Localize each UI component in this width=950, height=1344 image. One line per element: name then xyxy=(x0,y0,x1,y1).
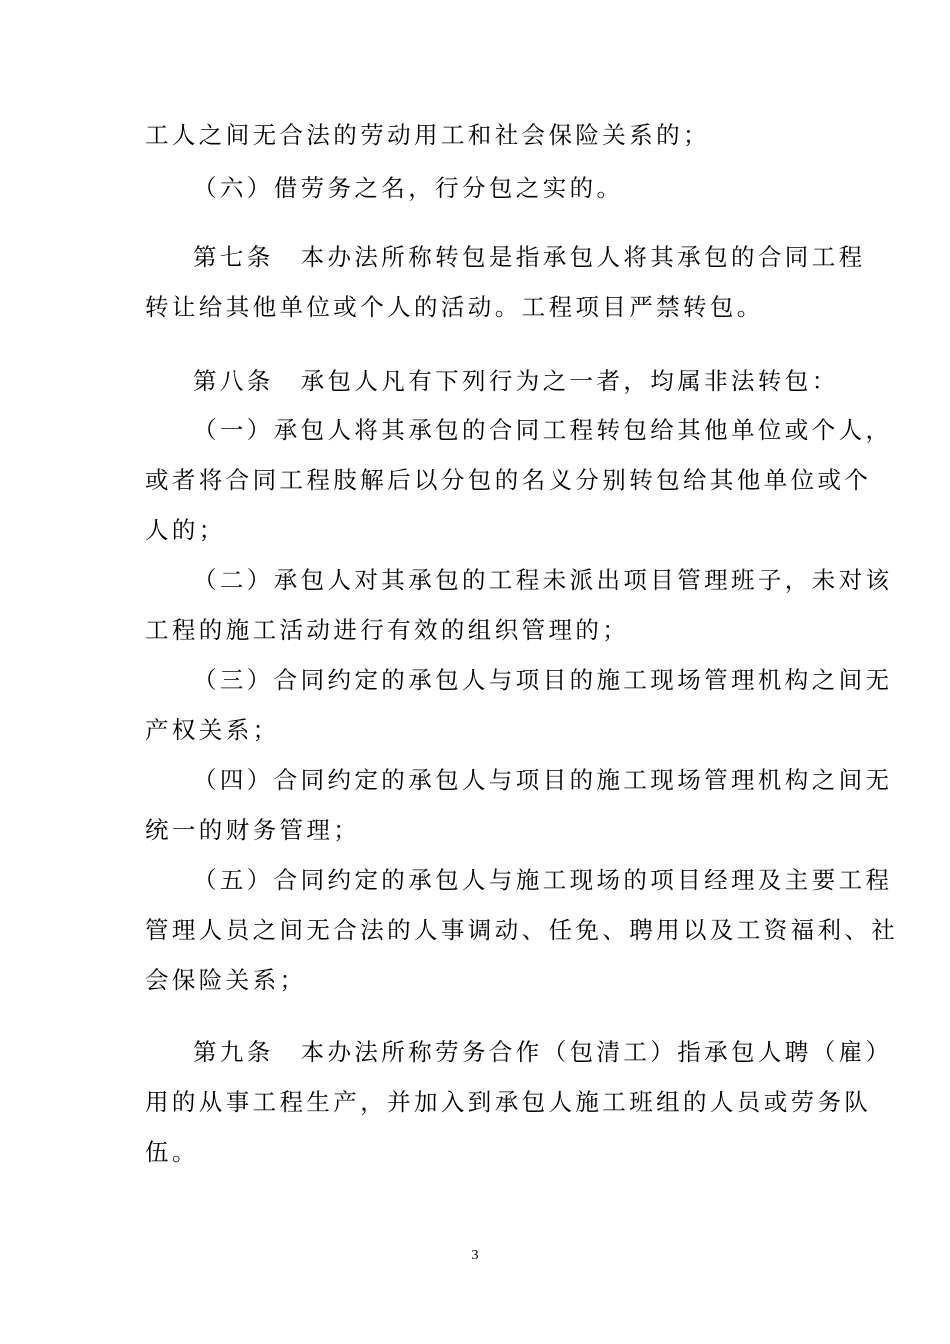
text-line: （二）承包人对其承包的工程未派出项目管理班子，未对该 xyxy=(193,566,893,594)
text-line: 会保险关系； xyxy=(145,966,307,994)
text-line: （四）合同约定的承包人与项目的施工现场管理机构之间无 xyxy=(193,766,893,794)
text-line: 管理人员之间无合法的人事调动、任免、聘用以及工资福利、社 xyxy=(145,916,899,944)
text-line: （三）合同约定的承包人与项目的施工现场管理机构之间无 xyxy=(193,666,893,694)
text-line: 产权关系； xyxy=(145,716,280,744)
text-line: 工程的施工活动进行有效的组织管理的； xyxy=(145,616,630,644)
article-8-line: 第八条 承包人凡有下列行为之一者，均属非法转包： xyxy=(193,367,839,395)
text-line: 或者将合同工程肢解后以分包的名义分别转包给其他单位或个 xyxy=(145,466,872,494)
text-line: 人的； xyxy=(145,516,226,544)
article-9-line: 第九条 本办法所称劳务合作（包清工）指承包人聘（雇） xyxy=(193,1038,893,1066)
text-line: 工人之间无合法的劳动用工和社会保险关系的； xyxy=(145,121,710,149)
text-line: （一）承包人将其承包的合同工程转包给其他单位或个人， xyxy=(193,416,893,444)
text-line: 伍。 xyxy=(145,1138,199,1166)
text-line: 用的从事工程生产，并加入到承包人施工班组的人员或劳务队 xyxy=(145,1088,872,1116)
article-7-line: 第七条 本办法所称转包是指承包人将其承包的合同工程 xyxy=(193,243,866,271)
text-line: 统一的财务管理； xyxy=(145,816,361,844)
page-number: 3 xyxy=(471,1248,479,1263)
text-line: （五）合同约定的承包人与施工现场的项目经理及主要工程 xyxy=(193,866,893,894)
text-line: （六）借劳务之名，行分包之实的。 xyxy=(193,174,624,202)
text-line: 转让给其他单位或个人的活动。工程项目严禁转包。 xyxy=(145,293,764,321)
